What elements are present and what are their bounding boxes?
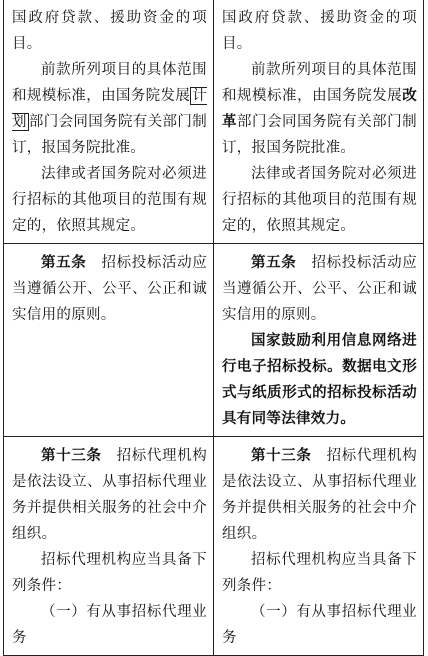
paragraph: 招标代理机构应当具备下列条件： — [12, 552, 207, 594]
paragraph: （一）有从事招标代理业务 — [222, 604, 417, 646]
paragraph — [12, 443, 207, 547]
left-cell-article-5 — [4, 244, 214, 437]
amended-term: 改革 — [222, 87, 417, 130]
article-number: 第五条 — [41, 254, 87, 271]
paragraph: 招标代理机构应当具备下列条件： — [222, 552, 417, 594]
paragraph: 国政府贷款、援助资金的项目。 — [222, 10, 417, 52]
article-number: 第五条 — [251, 254, 297, 271]
text-span: 前款所列项目的具体范围和规模标准，由国务院发展 — [12, 62, 207, 104]
paragraph: 法律或者国务院对必须进行招标的其他项目的范围有规定的，依照其规定。 — [222, 166, 417, 234]
paragraph: 法律或者国务院对必须进行招标的其他项目的范围有规定的，依照其规定。 — [12, 166, 207, 234]
paragraph: 国政府贷款、援助资金的项目。 — [12, 10, 207, 52]
paragraph — [222, 443, 417, 547]
text-span: 招标投标活动应当遵循公开、公平、公正和诚实信用的原则。 — [12, 255, 207, 323]
right-cell-article-5 — [214, 244, 424, 437]
text-span: 部门会同国务院有关部门制订，报国务院批准。 — [222, 114, 417, 156]
article-number: 第十三条 — [41, 447, 102, 464]
text-span: 招标代理机构是依法设立、从事招标代理业务并提供相关服务的社会中介组织。 — [222, 448, 417, 542]
text-span: 招标代理机构是依法设立、从事招标代理业务并提供相关服务的社会中介组织。 — [12, 448, 207, 542]
article-number: 第十三条 — [251, 447, 312, 464]
added-paragraph: 国家鼓励利用信息网络进行电子招标投标。数据电文形式与纸质形式的招标投标活动具有同等法律效力。 — [222, 332, 417, 427]
paragraph: （一）有从事招标代理业务 — [12, 604, 207, 646]
highlighted-term: 计划 — [12, 88, 207, 130]
paragraph — [12, 250, 207, 328]
left-cell-article-scope — [4, 0, 214, 244]
text-span: 部门会同国务院有关部门制订，报国务院批准。 — [12, 114, 207, 156]
paragraph — [222, 250, 417, 328]
text-span: 前款所列项目的具体范围和规模标准，由国务院发展 — [222, 62, 417, 104]
table-row — [4, 0, 424, 244]
right-cell-article-13 — [214, 437, 424, 656]
comparison-table — [3, 0, 424, 656]
text-span: 招标投标活动应当遵循公开、公平、公正和诚实信用的原则。 — [222, 255, 417, 323]
table-row — [4, 244, 424, 437]
table-row — [4, 437, 424, 656]
right-cell-article-scope — [214, 0, 424, 244]
left-cell-article-13 — [4, 437, 214, 656]
paragraph — [12, 57, 207, 161]
paragraph — [222, 57, 417, 161]
